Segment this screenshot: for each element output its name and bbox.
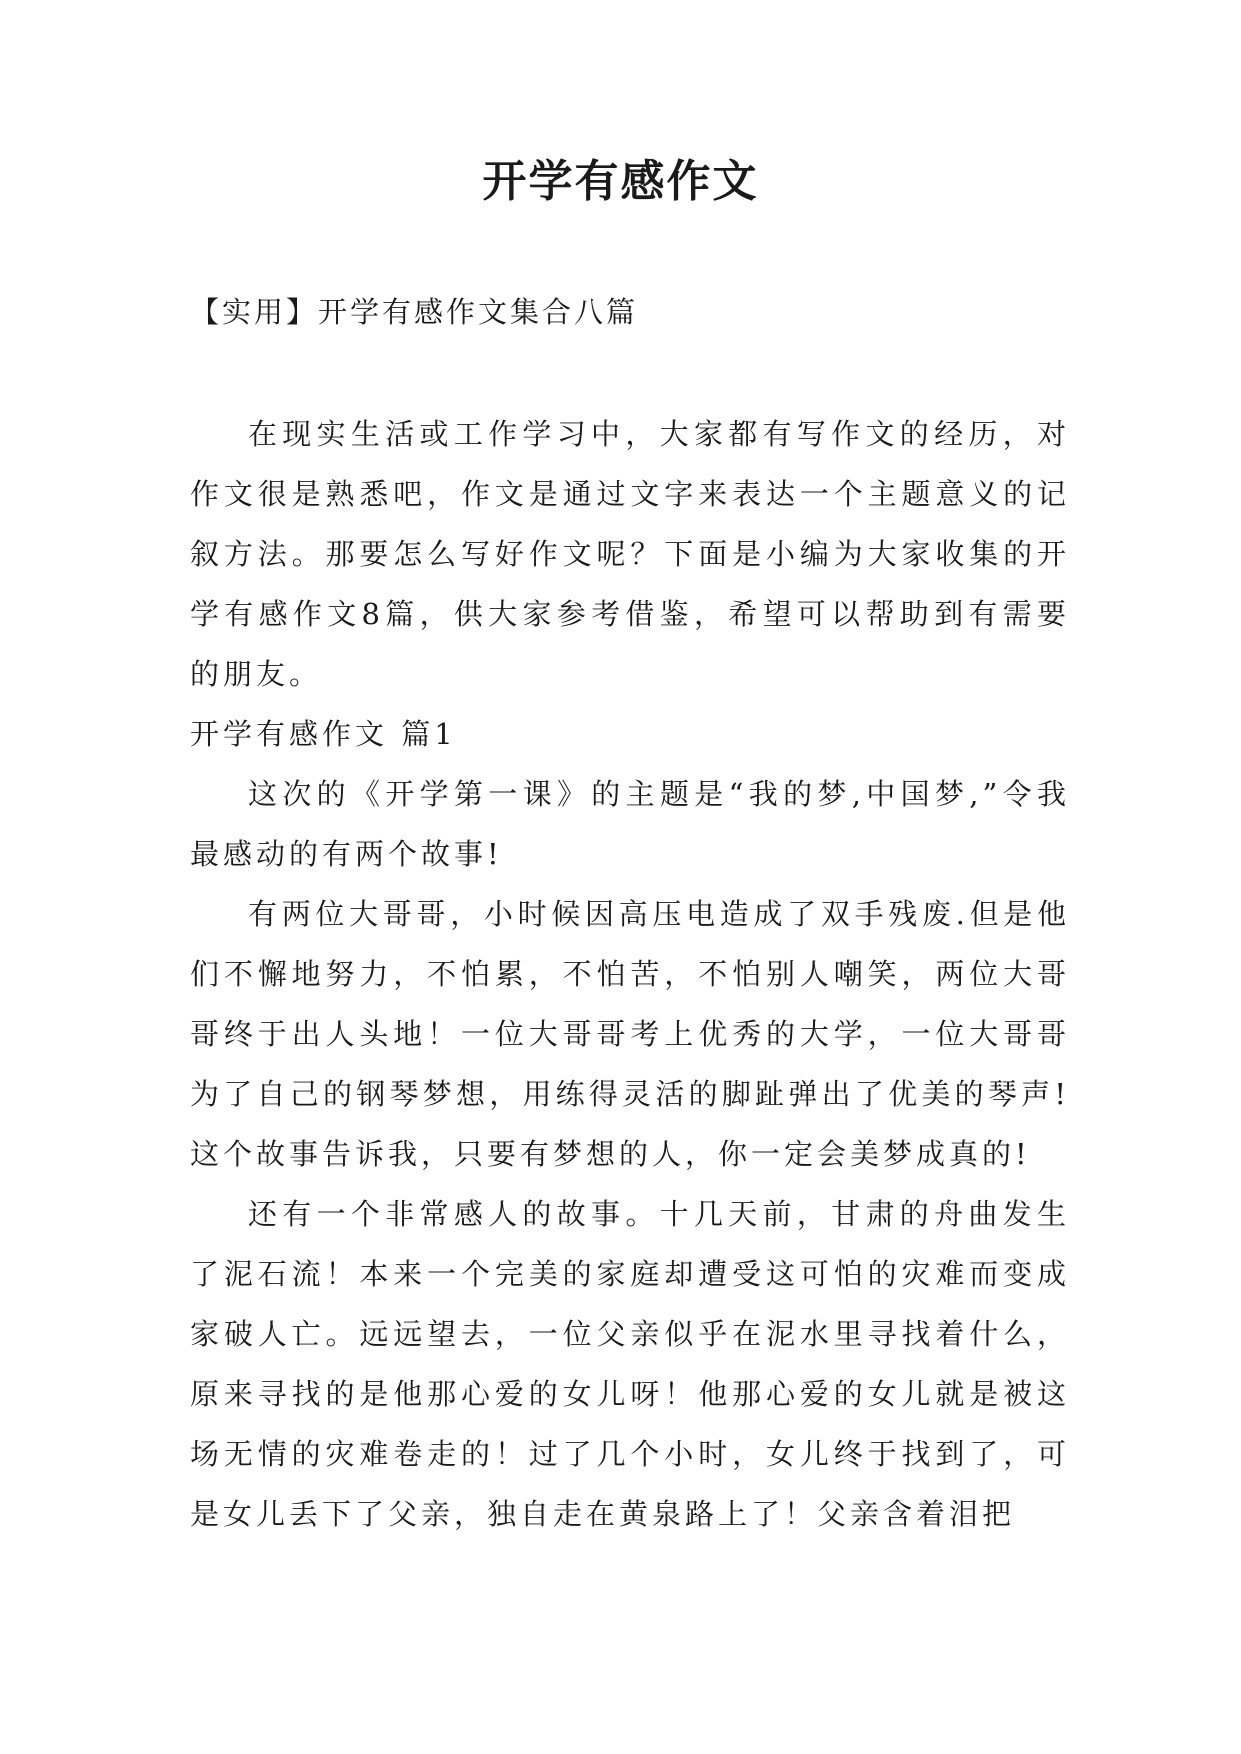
body-paragraph-1: 这次的《开学第一课》的主题是“我的梦,中国梦,”令我最感动的有两个故事! (190, 777, 1070, 871)
section-heading: 开学有感作文 篇1 (190, 717, 457, 751)
body-paragraph-3: 还有一个非常感人的故事。十几天前，甘肃的舟曲发生了泥石流！本来一个完美的家庭却遭受这可怕的灾难而变成家破人亡。远远望去，一位父亲似乎在泥水里寻找着什么，原来寻找的是他那心爱的女儿呀！他那心爱的女儿就是被这场无情的灾难卷走的！过了几个小时，女儿终于找到了，可是女儿丢下了父亲，独自走在黄泉路上了！父亲含着泪把 (190, 1197, 1070, 1531)
intro-paragraph: 在现实生活或工作学习中，大家都有写作文的经历，对作文很是熟悉吧，作文是通过文字来表达一个主题意义的记叙方法。那要怎么写好作文呢？下面是小编为大家收集的开学有感作文8篇，供大家参考借鉴，希望可以帮助到有需要的朋友。 (190, 417, 1070, 691)
document-body (190, 404, 1070, 1544)
document-subtitle: 【实用】开学有感作文集合八篇 (190, 295, 639, 329)
document-title: 开学有感作文 (482, 156, 759, 207)
body-paragraph-2: 有两位大哥哥，小时候因高压电造成了双手残废.但是他们不懈地努力，不怕累，不怕苦，不怕别人嘲笑，两位大哥哥终于出人头地！一位大哥哥考上优秀的大学，一位大哥哥为了自己的钢琴梦想，用练得灵活的脚趾弹出了优美的琴声!这个故事告诉我，只要有梦想的人，你一定会美梦成真的! (190, 897, 1070, 1171)
